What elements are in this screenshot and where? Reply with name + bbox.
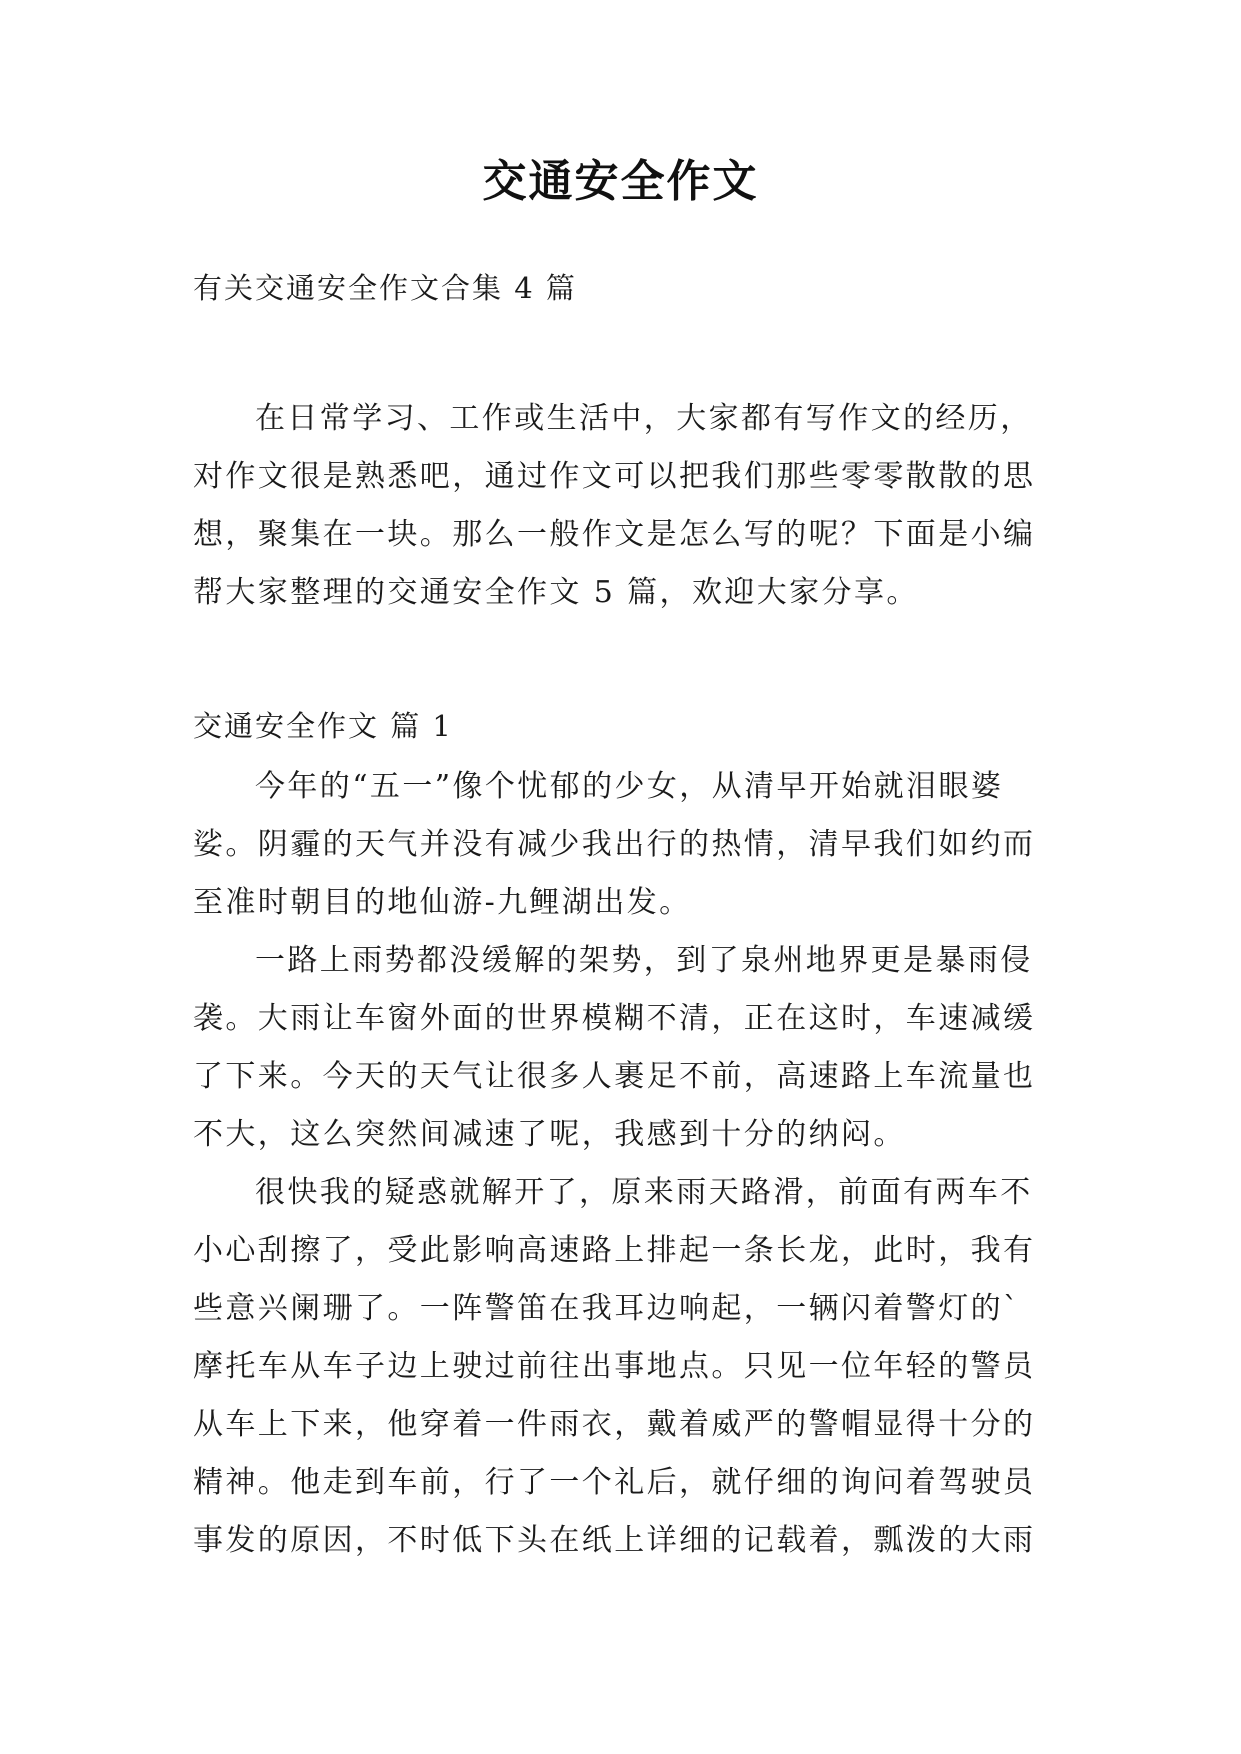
paragraph-line: 很快我的疑惑就解开了，原来雨天路滑，前面有两车不 (255, 1175, 1033, 1210)
paragraph-line: 袭。大雨让车窗外面的世界模糊不清，正在这时，车速减缓 (193, 1001, 1036, 1036)
intro-line: 对作文很是熟悉吧，通过作文可以把我们那些零零散散的思 (193, 459, 1036, 494)
intro-line: 想，聚集在一块。那么一般作文是怎么写的呢？下面是小编 (193, 517, 1036, 552)
document-title: 交通安全作文 (482, 156, 759, 207)
intro-paragraph (193, 390, 1063, 622)
paragraph-line: 小心刮擦了，受此影响高速路上排起一条长龙，此时，我有 (193, 1233, 1036, 1268)
body-paragraph-1 (193, 758, 1063, 932)
paragraph-line: 些意兴阑珊了。一阵警笛在我耳边响起，一辆闪着警灯的` (193, 1291, 1021, 1326)
section-heading: 交通安全作文 篇 1 (193, 709, 453, 743)
body-paragraph-2 (193, 932, 1063, 1164)
paragraph-line: 不大，这么突然间减速了呢，我感到十分的纳闷。 (193, 1117, 906, 1152)
paragraph-line: 今年的“五一”像个忧郁的少女，从清早开始就泪眼婆 (255, 769, 1004, 804)
intro-line: 在日常学习、工作或生活中，大家都有写作文的经历， (255, 401, 1033, 436)
paragraph-line: 娑。阴霾的天气并没有减少我出行的热情，清早我们如约而 (193, 827, 1036, 862)
paragraph-line: 从车上下来，他穿着一件雨衣，戴着威严的警帽显得十分的 (193, 1407, 1036, 1442)
body-paragraph-3 (193, 1164, 1063, 1570)
document-subtitle: 有关交通安全作文合集 4 篇 (193, 271, 577, 305)
paragraph-line: 至准时朝目的地仙游-九鲤湖出发。 (193, 885, 692, 920)
paragraph-line: 摩托车从车子边上驶过前往出事地点。只见一位年轻的警员 (193, 1349, 1036, 1384)
paragraph-line: 了下来。今天的天气让很多人裹足不前，高速路上车流量也 (193, 1059, 1036, 1094)
paragraph-line: 事发的原因，不时低下头在纸上详细的记载着，瓢泼的大雨 (193, 1523, 1036, 1558)
paragraph-line: 精神。他走到车前，行了一个礼后，就仔细的询问着驾驶员 (193, 1465, 1036, 1500)
paragraph-line: 一路上雨势都没缓解的架势，到了泉州地界更是暴雨侵 (255, 943, 1033, 978)
intro-line: 帮大家整理的交通安全作文 5 篇，欢迎大家分享。 (193, 575, 919, 610)
